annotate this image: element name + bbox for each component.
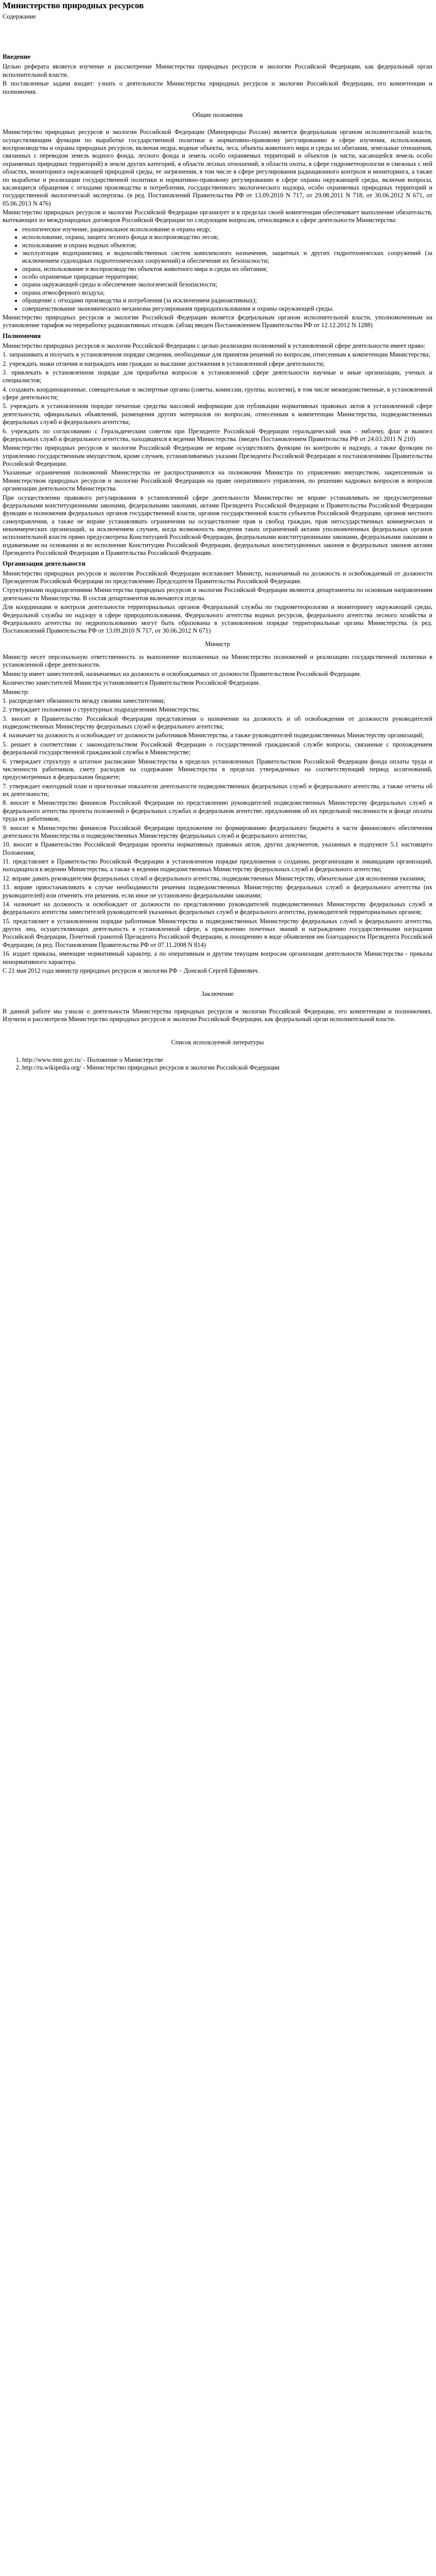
- minister-paragraph-11: 7. утверждает ежегодный план и прогнозные показатели деятельности подведомственных федеральных служб и федерального агентства, а также отчеты об их деятельности;: [3, 782, 432, 798]
- list-item: • особо охраняемые природные территории;: [22, 273, 432, 281]
- minister-paragraph-2: Министр имеет заместителей, назначаемых на должность и освобождаемых от должности Правительством Российской Федерации.: [3, 670, 361, 677]
- powers-paragraph-1: Министерство природных ресурсов и экологии Российской Федерации с целью реализации полномочий в установленной сфере деятельности имеет право:: [3, 342, 426, 349]
- general-paragraph-2: Министерство природных ресурсов и экологии Российской Федерации организует и в пределах своей компетенции обеспечивает выполнение обязательств, вытекающих из международных договоров Российской Федерации по следующим вопросам, относящимся к сфере деятельности Министерства:: [3, 209, 432, 224]
- minister-heading: Министр: [205, 640, 230, 648]
- list-item: • использование и охрана водных объектов;: [22, 242, 432, 249]
- minister-paragraph-3: Количество заместителей Министра устанавливается Правительством Российской Федерации.: [3, 679, 260, 687]
- list-item: • обращение с отходами производства и потребления (за исключением радиоактивных);: [22, 297, 432, 304]
- powers-paragraph-5: 4. создавать координационные, совещательные и экспертные органы (советы, комиссии, группы, коллегии), в том числе межведомственные, в установленной сфере деятельности;: [3, 385, 432, 401]
- minister-paragraph-21: С 21 мая 2012 года министр природных ресурсов и экологии РФ – Донской Сергей Ефимович.: [3, 967, 259, 974]
- list-item: • использование, охрана, защита лесного фонда и воспроизводство лесов;: [22, 233, 432, 241]
- minister-paragraph-1: Министр несет персональную ответственность за выполнение возложенных на Министерство полномочий и реализацию государственной политики в установленной сфере деятельности.: [3, 653, 432, 669]
- general-heading: Общие положения: [192, 111, 243, 118]
- list-item: • эксплуатация водохранилищ и водохозяйственных систем комплексного назначения, защитных и других гидротехнических сооружений (за исключением судоходных гидротехнических сооружений) и обеспечение их безопасности;: [22, 249, 432, 265]
- powers-paragraph-9: Указанные ограничения полномочий Министерства не распространяются на полномочия Министра по управлению имуществом, закрепленным за Министерством природных ресурсов и экологии Российской Федерации на праве оперативного управления, по решению кадровых вопросов и вопросов организации деятельности Министерства.: [3, 469, 432, 493]
- list-item: • охрана атмосферного воздуха;: [22, 289, 432, 297]
- list-item: • совершенствование экономического механизма регулирования природопользования и охраны окружающей среды.: [22, 305, 432, 313]
- powers-paragraph-7: 6. учреждать по согласованию с Геральдическим советом при Президенте Российской Федерации геральдический знак - эмблему, флаг и вымпел федеральных служб и федерального агентства, находящихся в ведении Министерства. (введен Постановлением Правительства РФ от 24.03.2011 N 210): [3, 427, 432, 443]
- conclusion-heading: Заключение: [201, 990, 234, 998]
- general-paragraph-3: Министерство природных ресурсов и экологии Российской Федерации является федеральным органом исполнительной власти, уполномоченным на установление тарифов на переработку радиоактивных отходов. (абзац введен Постановлением Правительства РФ от 12.12.2012 N 1288): [3, 313, 432, 329]
- powers-paragraph-4: 3. привлекать в установленном порядке для проработки вопросов в установленной сфере деятельности научные и иные организации, ученых и специалистов;: [3, 368, 432, 384]
- intro-heading: Введение: [3, 53, 31, 61]
- source-item[interactable]: [22, 1064, 432, 1072]
- minister-paragraph-14: 10. вносит в Правительство Российской Федерации проекты нормативных правовых актов, других документов, указанных в подпункте 5.1 настоящего Положения;: [3, 841, 432, 856]
- minister-paragraph-7: 3. вносит в Правительство Российской Федерации представления о назначении на должность и об освобождении от должности руководителей подведомственных Министерству федеральных служб и федерального агентства;: [3, 715, 432, 731]
- powers-heading: Полномочия: [3, 331, 41, 340]
- minister-paragraph-6: 2. утверждает положения о структурных подразделениях Министерства;: [3, 706, 200, 714]
- sources-heading: Список используемой литературы: [171, 1039, 264, 1046]
- org-heading: Организация деятельности: [3, 559, 86, 567]
- minister-paragraph-18: 14. назначает на должность и освобождает от должности по представлению руководителей подведомственных Министерству федеральных служб и федерального агентства заместителей руководителей указанных федеральных служб и федерального агентства, руководителей территориальных органов;: [3, 900, 432, 916]
- minister-paragraph-8: 4. назначает на должность и освобождает от должности работников Министерства, а также руководителей подведомственных Министерству организаций;: [3, 732, 424, 739]
- powers-paragraph-2: 1. запрашивать и получать в установленном порядке сведения, необходимые для принятия решений по вопросам, отнесенным к компетенции Министерства;: [3, 351, 430, 359]
- toc-link[interactable]: Содержание: [3, 13, 36, 20]
- minister-paragraph-9: 5. решает в соответствии с законодательством Российской Федерации о государственной гражданской службе вопросы, связанные с прохождением федеральной государственной гражданской службы в Министерстве;: [3, 740, 432, 756]
- minister-paragraph-20: 16. издает приказы, имеющие нормативный характер, а по оперативным и другим текущим вопросам организации деятельности Министерства - приказы ненормативного характера.: [3, 950, 432, 965]
- minister-paragraph-16: 12. вправе давать руководителям федеральных служб и федерального агентства, подведомственных Министерству, обязательные для исполнения указания;: [3, 874, 426, 882]
- list-item: • геологическое изучение, рациональное использование и охрана недр;: [22, 226, 432, 233]
- powers-paragraph-3: 2. учреждать знаки отличия и награждать ими граждан за выслание достижения в установленной сфере деятельности;: [3, 360, 325, 367]
- general-paragraph-1: Министерство природных ресурсов и экологии Российской Федерации (Минприроды России) является федеральным органом исполнительной власти, осуществляющим функции по выработке государственной политики и нормативно-правовому регулированию в сфере изучения, использования, воспроизводства и охраны природных ресурсов, включая недра, водные объекты, леса, объекты животного мира и среды их обитания, земельные отношения, связанных с переводом земель водного фонда, лесного фонда и земель особо охраняемых территорий и объектов (в части, касающейся земель особо охраняемых природных территорий) в земли других категорий, в области лесных отношений, в области охоты, в сфере гидрометеорологии и смежных с ней областях, мониторинга окружающей природной среды, ее загрязнения, в том числе в сфере регулирования радиационного контроля и мониторинга, а также по выработке и реализации государственной политики и нормативно-правовому регулированию в сфере охраны окружающей среды, включая вопросы, касающиеся обращения с отходами производства и потребления, государственного экологического надзора, особо охраняемых природных территорий и государственной экологической экспертизы. (в ред. Постановлений Правительства РФ от 13.09.2010 N 717, от 29.08.2011 N 718, от 30.06.2012 N 671, от 05.06.2013 N 476): [3, 128, 432, 207]
- source-link[interactable]: http://www.mnr.gov.ru/ - Положение о Министерстве: [22, 1056, 163, 1063]
- conclusion-paragraph-1: В данной работе мы узнали о деятельности Министерства природных ресурсов и экологии Российской Федерации, его компетенции и полномочиях. Изучили и рассмотрели Министерство природных ресурсов и экологии Российской Федерации, как федеральный орган исполнительной власти.: [3, 1007, 432, 1023]
- powers-paragraph-8: Министерство природных ресурсов и экологии Российской Федерации не вправе осуществлять функции по контролю и надзору, а также функции по управлению государственным имуществом, кроме случаев, устанавливаемых указами Президента Российской Федерации и постановлениями Правительства Российской Федерации.: [3, 444, 432, 468]
- org-paragraph-2: Структурными подразделениями Министерства природных ресурсов и экологии Российской Федерации являются департаменты по основным направлениям деятельности Министерства. В состав департаментов включаются отделы.: [3, 586, 432, 602]
- org-paragraph-3: Для координации и контроля деятельности территориальных органов Федеральной службы по гидрометеорологии и мониторингу окружающей среды, Федеральной службы по надзору в сфере природопользования, Федерального агентства водных ресурсов, федерального агентства лесного хозяйства и Федерального агентства по недропользованию могут быть образованы в установленном порядке территориальные органы Министерства. (в ред. Постановлений Правительства РФ от 13.09.2010 N 717, от 30.06.2012 N 671): [3, 603, 432, 635]
- list-item: • охрана, использование и воспроизводство объектов животного мира и среды их обитания;: [22, 265, 432, 273]
- minister-paragraph-4: Министр:: [3, 688, 29, 696]
- source-item[interactable]: [22, 1056, 432, 1064]
- sources-list: [3, 1056, 432, 1072]
- general-list: [3, 226, 432, 313]
- document-title: Министерство природных ресурсов: [3, 1, 144, 10]
- minister-paragraph-13: 9. вносит в Министерство финансов Российской Федерации предложения по формированию федерального бюджета в части финансового обеспечения деятельности Министерства и подведомственных Министерству федеральных служб и федерального агентства;: [3, 824, 432, 839]
- powers-paragraph-10: При осуществлении правового регулирования в установленной сфере деятельности Министерство не вправе устанавливать не предусмотренные федеральными конституционными законами, федеральными законами, актами Президента Российской Федерации и Правительства Российской Федерации функции и полномочия федеральных органов государственной власти, органов государственной власти субъектов Российской Федерации, органов местного самоуправления, а также не вправе устанавливать ограничения на осуществление прав и свобод граждан, прав негосударственных коммерческих и некоммерческих организаций, за исключением случаев, когда возможность введения таких ограничений актами уполномоченных федеральных органов исполнительной власти прямо предусмотрена Конституцией Российской Федерации, федеральными конституционными законами, федеральными законами и издаваемыми на основании и во исполнение Конституции Российской Федерации, федеральных конституционных законов и федеральных законов актами Президента Российской Федерации и Правительства Российской Федерации.: [3, 494, 432, 557]
- minister-paragraph-15: 11. представляет в Правительство Российской Федерации в установленном порядке предложения о создании, реорганизации и ликвидации организаций, находящихся в ведении Министерства, а также в ведении подведомственных Министерству федеральных служб и федерального агентства;: [3, 858, 432, 873]
- powers-paragraph-6: 5. учреждать в установленном порядке печатные средства массовой информации для публикации нормативных правовых актов в установленной сфере деятельности, официальных объявлений, размещения других материалов по вопросам, отнесенным к компетенции Министерства, подведомственных федеральных служб и федерального агентства;: [3, 402, 432, 426]
- minister-paragraph-12: 8. вносит в Министерство финансов Российской Федерации по представлению руководителей подведомственных Министерству федеральных служб и федерального агентства проекты положений о федеральных службах и федеральном агентстве, предложения об их предельной численности и фонде оплаты труда их работников;: [3, 799, 432, 823]
- minister-paragraph-10: 6. утверждает структуру и штатное расписание Министерства в пределах установленных Правительством Российской Федерации фонда оплаты труда и численности работников, смету расходов на содержание Министерства в пределах утвержденных на соответствующий период ассигнований, предусмотренных в федеральном бюджете;: [3, 757, 432, 781]
- minister-paragraph-19: 15. представляет в установленном порядке работников Министерства и подведомственных Министерству федеральных служб и федерального агентства, других лиц, осуществляющих деятельность в установленной сфере, к присвоению почетных званий и награждению государственными наградами Российской Федерации, Почетной грамотой Президента Российской Федерации, к поощрению в виде объявления им благодарности Президента Российской Федерации; (в ред. Постановления Правительства РФ от 07.11.2008 N 814): [3, 917, 432, 948]
- source-link[interactable]: http://ru.wikipedia.org/ - Министерство природных ресурсов и экологии Российской Федерации: [22, 1064, 280, 1072]
- list-item: • охрана окружающей среды и обеспечение экологической безопасности;: [22, 281, 432, 289]
- minister-paragraph-17: 13. вправе приостанавливать в случае необходимости решения подведомственных Министерству федеральных служб и федерального агентства (их руководителей) или отменять эти решения, если иное не установлено федеральными законами;: [3, 884, 432, 899]
- intro-paragraph-2: В поставленные задачи входит: узнать о деятельности Министерства природных ресурсов и экологии Российской Федерации, его компетенции и полномочия.: [3, 80, 432, 95]
- intro-paragraph-1: Целью реферата является изучение и рассмотрение Министерства природных ресурсов и экологии Российской Федерации, как федеральный орган исполнительной власти.: [3, 63, 432, 78]
- org-paragraph-1: Министерство природных ресурсов и экологии Российской Федерации возглавляет Министр, назначаемый на должность и освобождаемый от должности Президентом Российской Федерации по представлению Председателя Правительства Российской Федерации.: [3, 569, 432, 585]
- minister-paragraph-5: 1. распределяет обязанности между своими заместителями;: [3, 697, 165, 704]
